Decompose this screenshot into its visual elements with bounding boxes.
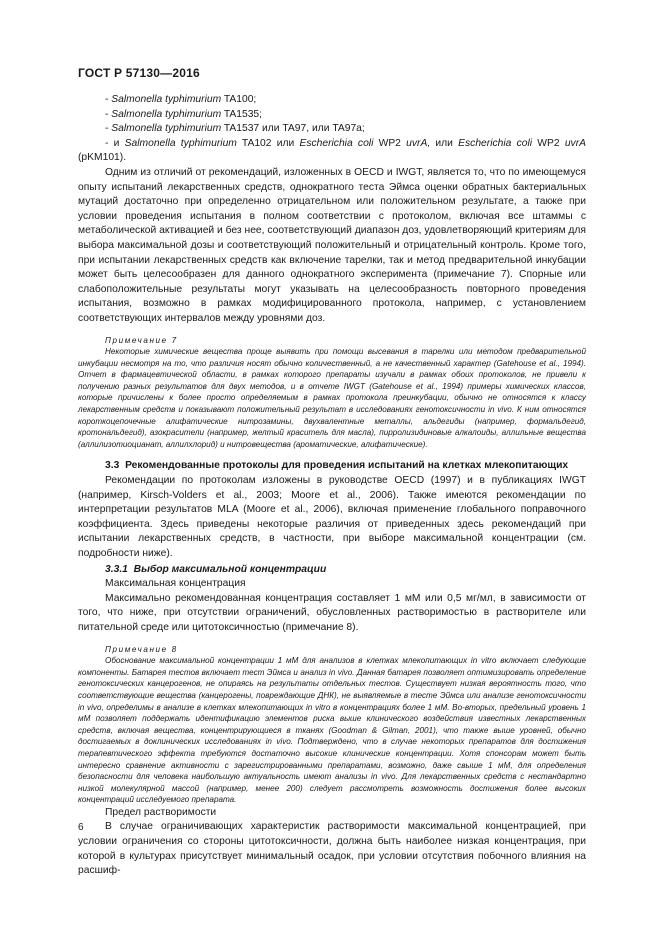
paragraph-ames-difference: Одним из отличий от рекомендаций, изложенных в OECD и IWGT, является то, что по имеющемуся опыту испытаний лекарственных средств, однократного теста Эймса оценки обратных бактериальных мутаций достаточно при определенно отрицательном или положительном результате, а также при условии проведения испытания в полном соответствии с протоколом, включая все штаммы с метаболической активацией и без нее, соответствующий диапазон доз, удовлетворяющий критериям для выбора максимальной дозы и соответствующий положительный и отрицательный контроль. Кроме того, при испытании лекарственных средств как включение тарелки, так и метод предварительной инкубации может быть целесообразен для данного однократного эксперимента (примечание 7). Спорные или слабоположительные результаты могут указывать на целесообразность повторного проведения испытания, возможно в рамках модифицированного протокола, например, с установлением соответствующих интервалов между уровнями доз. <box>78 166 586 324</box>
strain-item: - Salmonella typhimurium TA100; <box>105 94 257 105</box>
note-body: Обоснование максимальной концентрации 1 мМ для анализов в клетках млекопитающих in vitro включает следующие компоненты. Батарея тестов включает тест Эймса и анализ in vivo. Данная батарея позволяет оптимизировать определение генотоксических канцерогенов, не опираясь на результаты отдельных тестов. Существует низкая вероятность того, что соответствующие вещества (канцерогены, повреждающие ДНК), не выявляемые в тесте Эймса или анализе генотоксичности in vivo, определимы в анализе в клетках млекопитающих in vitro в концентрациях более 1 мМ. Во-вторых, предельный уровень 1 мМ позволяет поддержать идентификацию элементов риска выше клинического воздействия известных лекарственных средств, включая вещества, концентрирующиеся в тканях (Goodman & Gilman, 2001), что также выше уровней, обычно достигаемых в доклинических исследованиях in vivo. Подтверждено, что в случае некоторых препаратов для достижения терапевтического эффекта требуются достаточно высокие клинические концентрации. Хотя спонсорам может быть интересно сравнение активности с зарегистрированными препаратами, возможно, даже свыше 1 мМ, для определения безопасности для человека наибольшую актуальность имеют анализы in vivo. Для лекарственных средств с нестандартно низкой молекулярной массой (например, менее 200) следует рассмотреть возможность достижения более высоких концентраций исследуемого препарата. <box>78 656 586 805</box>
page-content <box>78 93 586 879</box>
document-header: ГОСТ Р 57130—2016 <box>78 66 200 80</box>
section-heading-3-3-1: 3.3.1 Выбор максимальной концентрации <box>105 563 327 575</box>
note-7 <box>78 335 586 451</box>
section-heading-3-3: 3.3 Рекомендованные протоколы для проведения испытаний на клетках млекопитающих <box>105 460 569 472</box>
note-body: Некоторые химические вещества проще выявить при помощи высевания в тарелки или методом предварительной инкубации несмотря на то, что различия носят обычно количественный, а не качественный характер (Gatehouse et al., 1994). Отчет в фармацевтической области, в рамках которого препараты изучали в рамках обоих протоколов, не привели к получению разных результатов для двух методов, и в отчете IWGT (Gatehouse et al., 1994) примеры химических классов, которые причислены к более просто определяемым в рамках протокола преинкубации, обычно не относятся к классу лекарственным средств и показывают положительный результат в исследованиях генотоксичности in vivo. К ним относятся короткоцепочечные алифатические нитрозамины, двухвалентные металлы, альдегиды (например, формальдегид, кротональдегид), азокрасители (например, желтый краситель для масла), пирролизидиновые алкалоиды, аллильные вещества (аллилизотиоцианат, аллилхлорид) и нитровещества (ароматические, алифатические). <box>78 347 586 449</box>
subhead-max-concentration: Максимальная концентрация <box>105 578 246 590</box>
page-number: 6 <box>78 822 84 833</box>
paragraph-solubility-limit: В случае ограничивающих характеристик растворимости максимальной концентрацией, при условии ограничения со стороны цитотоксичности, должна быть наиболее низкая концентрация, при которой в культурах присутствует минимальный осадок, при условии отсутствия побочного влияния на расшиф- <box>78 821 586 877</box>
strain-item: - Salmonella typhimurium TA1537 или TA97, или TA97a; <box>105 123 365 135</box>
strain-item: - Salmonella typhimurium TA1535; <box>105 108 263 120</box>
paragraph-max-concentration: Максимально рекомендованная концентрация составляет 1 мМ или 0,5 мг/мл, в зависимости от того, что ниже, при отсутствии ограничений, обусловленных растворимостью в растворителе или питательной среде или цитотоксичностью (примечание 8). <box>78 592 586 633</box>
note-8 <box>78 644 586 806</box>
note-title: Примечание 8 <box>105 644 178 654</box>
subhead-solubility-limit: Предел растворимости <box>105 806 217 818</box>
note-title: Примечание 7 <box>105 335 178 345</box>
paragraph-mammalian-protocols: Рекомендации по протоколам изложены в руководстве OECD (1997) и в публикациях IWGT (например, Kirsch-Volders et al., 2003; Moore et al., 2006). Также имеются рекомендации по интерпретации результатов MLA (Moore et al., 2006), включая применение глобального поправочного коэффициента. Здесь приведены некоторые различия от приведенных здесь рекомендаций при испытании лекарственных средств, в частности, при выборе максимальной концентрации (см. подробности ниже). <box>78 475 586 559</box>
strain-item-last: - и Salmonella typhimurium TA102 или Escherichia coli WP2 uvrA, или Escherichia coli WP2 uvrA (pKM101). <box>78 137 587 164</box>
